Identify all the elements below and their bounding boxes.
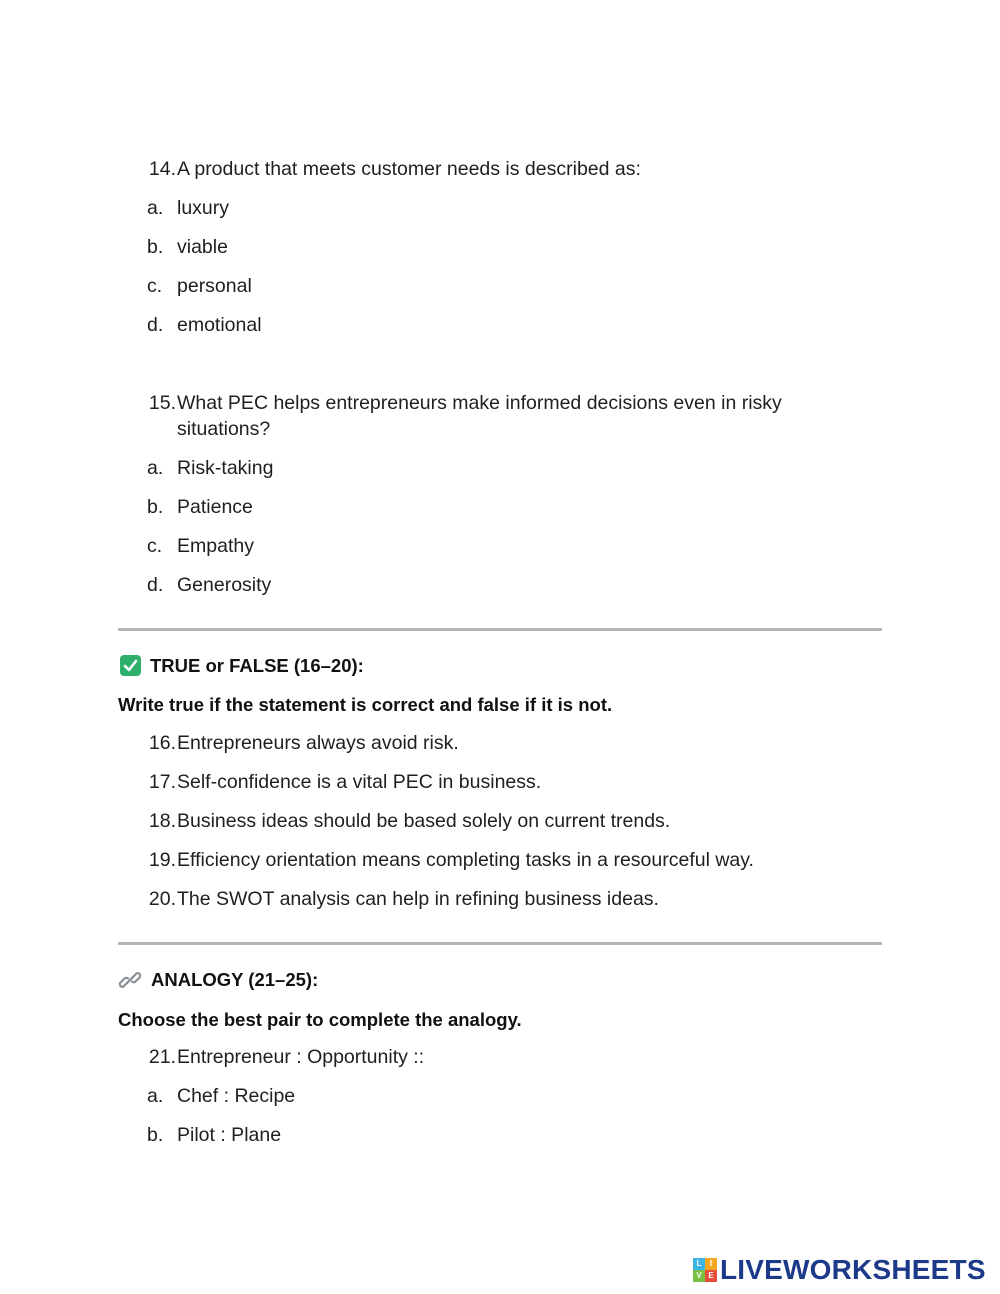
question-number: 21.: [148, 1046, 176, 1068]
option-letter: c.: [147, 275, 163, 297]
question-text-line2: situations?: [177, 418, 271, 440]
item-text: The SWOT analysis can help in refining business ideas.: [177, 888, 659, 910]
question-number: 15.: [148, 392, 176, 414]
section-divider: [118, 942, 882, 945]
option-letter: b.: [147, 496, 164, 518]
section-instruction-analogy: Choose the best pair to complete the analogy.: [118, 1009, 522, 1030]
option-text: Pilot : Plane: [177, 1124, 282, 1146]
question-text: Entrepreneur : Opportunity ::: [177, 1046, 425, 1068]
logo-badge-letter: V: [693, 1270, 705, 1282]
option-text: emotional: [177, 314, 262, 336]
logo-badge-icon: [693, 1258, 717, 1282]
option-text: Empathy: [177, 535, 254, 557]
option-letter: b.: [147, 1124, 164, 1146]
logo-badge-letter: E: [705, 1270, 717, 1282]
check-mark-icon: [120, 655, 141, 676]
option-text: luxury: [177, 197, 230, 219]
logo-text: LIVEWORKSHEETS: [720, 1254, 986, 1285]
item-text: Entrepreneurs always avoid risk.: [177, 732, 459, 754]
option-letter: a.: [147, 1085, 164, 1107]
section-heading-true-false: TRUE or FALSE (16–20):: [150, 655, 364, 676]
section-instruction-true-false: Write true if the statement is correct and false if it is not.: [118, 694, 613, 715]
option-letter: b.: [147, 236, 164, 258]
option-text: personal: [177, 275, 252, 297]
option-letter: a.: [147, 197, 164, 219]
option-letter: c.: [147, 535, 163, 557]
question-text-line1: What PEC helps entrepreneurs make informed decisions even in risky: [177, 392, 782, 414]
item-text: Self-confidence is a vital PEC in business.: [177, 771, 542, 793]
item-text: Efficiency orientation means completing tasks in a resourceful way.: [177, 849, 754, 871]
section-divider: [118, 628, 882, 631]
option-letter: d.: [147, 314, 164, 336]
item-number: 16.: [148, 732, 176, 754]
option-text: Patience: [177, 496, 253, 518]
item-number: 19.: [148, 849, 176, 871]
option-letter: d.: [147, 574, 164, 596]
option-text: Risk-taking: [177, 457, 274, 479]
liveworksheets-logo[interactable]: [693, 1255, 986, 1285]
question-text: A product that meets customer needs is described as:: [177, 158, 641, 180]
logo-badge-letter: L: [693, 1258, 705, 1270]
question-number: 14.: [148, 158, 176, 180]
option-text: Generosity: [177, 574, 272, 596]
option-letter: a.: [147, 457, 164, 479]
option-text: Chef : Recipe: [177, 1085, 296, 1107]
item-number: 17.: [148, 771, 176, 793]
item-text: Business ideas should be based solely on current trends.: [177, 810, 671, 832]
option-text: viable: [177, 236, 228, 258]
item-number: 18.: [148, 810, 176, 832]
section-heading-analogy: ANALOGY (21–25):: [151, 969, 319, 990]
link-icon: [119, 969, 141, 996]
logo-badge-letter: I: [705, 1258, 717, 1270]
item-number: 20.: [148, 888, 176, 910]
